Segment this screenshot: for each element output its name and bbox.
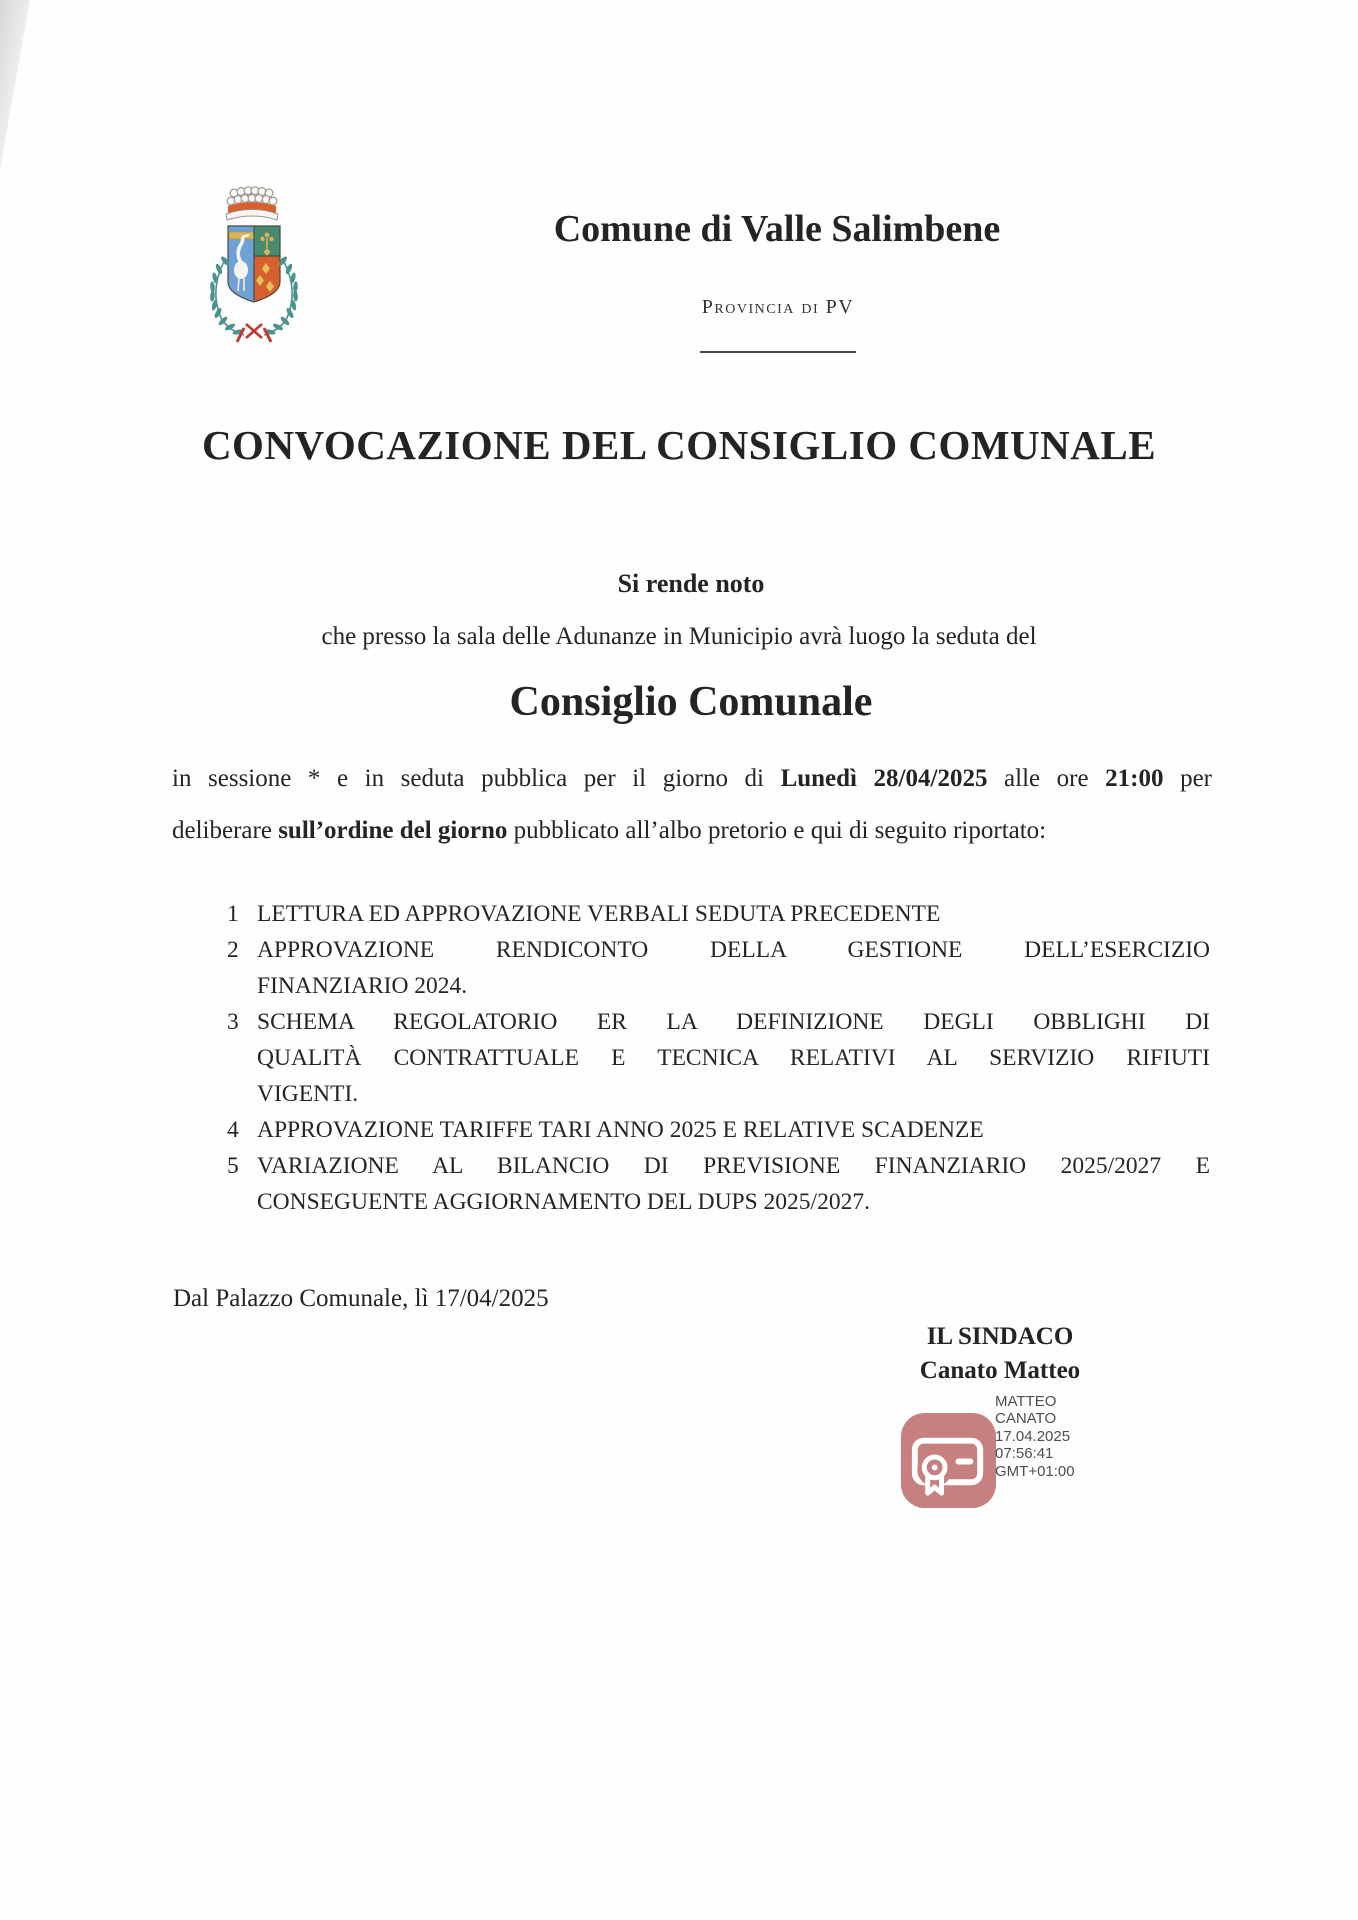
agenda-item-continuation: [222, 1076, 1210, 1112]
digital-signature-details: [995, 1393, 1135, 1480]
agenda-item-text: QUALITÀ CONTRATTUALE E TECNICA RELATIVI AL SERVIZIO RIFIUTI: [257, 1045, 1210, 1071]
agenda-item-text: APPROVAZIONE RENDICONTO DELLA GESTIONE DELL’ESERCIZIO: [257, 937, 1210, 963]
session-paragraph: [172, 764, 1212, 846]
agenda-item-text: VIGENTI.: [257, 1081, 359, 1107]
agenda-item-text: VARIAZIONE AL BILANCIO DI PREVISIONE FINANZIARIO 2025/2027 E: [257, 1153, 1210, 1179]
session-text: alle ore: [987, 765, 1106, 792]
agenda-item-number: 1: [227, 901, 239, 927]
agenda-item-number: 5: [227, 1153, 239, 1179]
digital-signature-seal-icon: [899, 1411, 998, 1510]
document-title: CONVOCAZIONE DEL CONSIGLIO COMUNALE: [201, 422, 1157, 468]
municipality-name: Comune di Valle Salimbene: [553, 208, 1001, 250]
agenda-item: [222, 1004, 1210, 1040]
agenda-list: [222, 896, 1210, 1220]
signature-date: 17.04.2025: [995, 1427, 1071, 1445]
council-heading: Consiglio Comunale: [509, 679, 873, 725]
agenda-item-text: FINANZIARIO 2024.: [257, 973, 468, 999]
agenda-item-number: 2: [227, 937, 239, 963]
agenda-item-number-spacer: [222, 968, 257, 1004]
session-text: deliberare: [172, 817, 279, 844]
agenda-bold: sull’ordine del giorno: [278, 817, 508, 844]
agenda-item-number-spacer: [222, 1184, 257, 1220]
agenda-item-continuation: [222, 968, 1210, 1004]
agenda-item-number: 3: [227, 1009, 239, 1035]
signature-time: 07:56:41: [995, 1445, 1054, 1463]
agenda-item: [222, 896, 1210, 932]
province-label: Provincia di PV: [701, 296, 855, 318]
signature-block: [860, 1322, 1140, 1386]
dateline: Dal Palazzo Comunale, lì 17/04/2025: [173, 1285, 549, 1312]
scan-corner-artifact: [0, 0, 30, 170]
agenda-item-number-spacer: [222, 1076, 257, 1112]
signature-timezone: GMT+01:00: [995, 1462, 1075, 1480]
header-divider: [700, 351, 856, 353]
intro-line: che presso la sala delle Adunanze in Municipio avrà luogo la seduta del: [321, 623, 1037, 650]
agenda-item-number-spacer: [222, 1040, 257, 1076]
agenda-item: [222, 1112, 1210, 1148]
agenda-item: [222, 932, 1210, 968]
session-text: in sessione * e in seduta pubblica per il giorno di: [172, 765, 781, 792]
agenda-item-text: SCHEMA REGOLATORIO ER LA DEFINIZIONE DEGLI OBBLIGHI DI: [257, 1009, 1210, 1035]
signature-name: Canato Matteo: [919, 1357, 1081, 1384]
signer-first-name: MATTEO: [995, 1393, 1057, 1410]
signer-last-name: CANATO: [995, 1410, 1057, 1428]
municipal-coat-of-arms-icon: [192, 178, 312, 368]
agenda-item-continuation: [222, 1040, 1210, 1076]
session-line-2: [172, 816, 1212, 846]
agenda-item-text: LETTURA ED APPROVAZIONE VERBALI SEDUTA PRECEDENTE: [257, 901, 941, 927]
session-text: per: [1163, 765, 1212, 792]
session-date-bold: Lunedì 28/04/2025: [780, 765, 988, 792]
agenda-item: [222, 1148, 1210, 1184]
session-line-1: [172, 764, 1212, 794]
agenda-item-continuation: [222, 1184, 1210, 1220]
session-time-bold: 21:00: [1105, 765, 1164, 792]
agenda-item-text: APPROVAZIONE TARIFFE TARI ANNO 2025 E RELATIVE SCADENZE: [257, 1117, 984, 1143]
notice-heading: Si rende noto: [617, 569, 765, 598]
agenda-item-text: CONSEGUENTE AGGIORNAMENTO DEL DUPS 2025/2027.: [257, 1189, 870, 1215]
signature-role: IL SINDACO: [926, 1323, 1074, 1350]
session-text: pubblicato all’albo pretorio e qui di seguito riportato:: [507, 817, 1047, 844]
agenda-item-number: 4: [227, 1117, 239, 1143]
